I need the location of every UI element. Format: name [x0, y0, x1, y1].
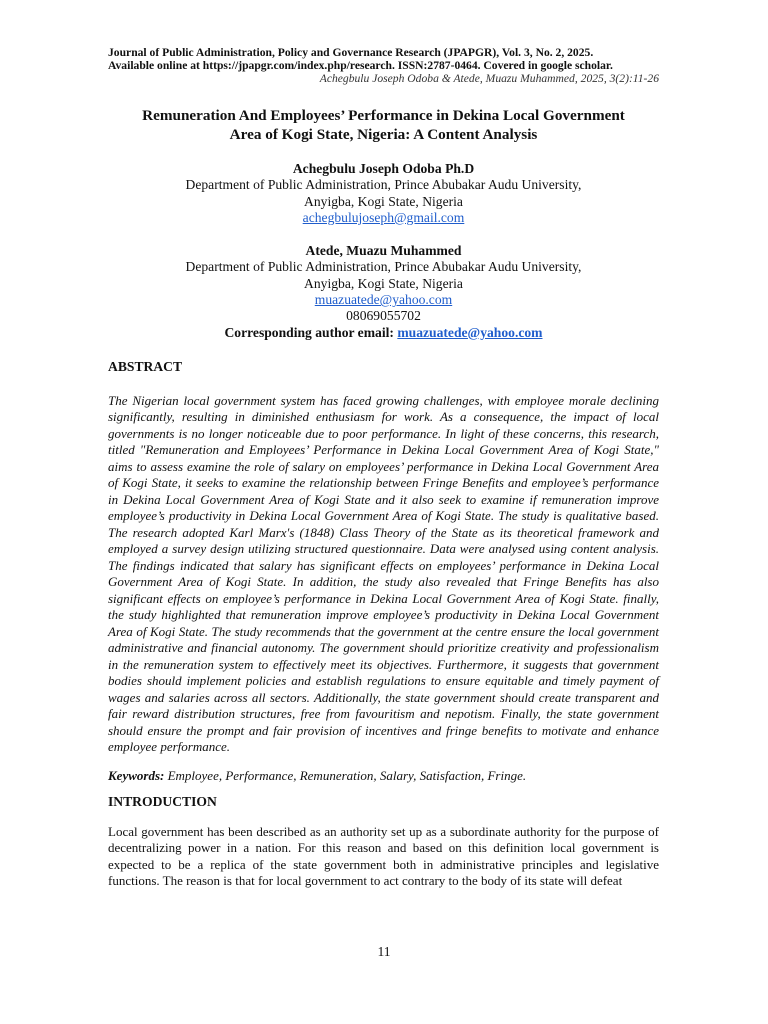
- author-2-department: Department of Public Administration, Prince Abubakar Audu University,: [185, 259, 582, 275]
- corresponding-author: [108, 325, 659, 341]
- title-line-1: Remuneration And Employees’ Performance in Dekina Local Government: [142, 107, 625, 124]
- author-2-location: Anyigba, Kogi State, Nigeria: [304, 275, 463, 291]
- author-2: [108, 243, 659, 324]
- author-1-location: Anyigba, Kogi State, Nigeria: [304, 193, 463, 209]
- abstract-text: The Nigerian local government system has faced growing challenges, with employee morale declining significantly, resulting in diminished enthusiasm for work. As a consequence, the impact of local governments is no longer noticeable due to poor performance. In light of these concerns, this research, titled "Remuneration and Employees’ Performance in Dekina Local Government Area of Kogi State," aims to assess examine the role of salary on employees’ performance in Dekina Local Government Area of Kogi State, it seeks to examine the relationship between Fringe Benefits and employee’s performance in Dekina Local Government Area of Kogi State and it also seek to examine if remuneration improve employee’s productivity in Dekina Local Government Area of Kogi State. The study is qualitative based. The research adopted Karl Marx's (1848) Class Theory of the State as its theoretical framework and employed a survey design utilizing structured questionnaire. Data were analysed using content analysis. The findings indicated that salary has significant effects on employees’ performance in Dekina Local Government Area of Kogi State. In addition, the study also revealed that Fringe Benefits has also significant effects on employee’s performance in Dekina Local Government Area of Kogi State. finally, the study highlighted that remuneration improve employee’s productivity in Dekina Local Government Area of Kogi State. The study recommends that the government at the centre ensure the local government administrative and financial autonomy. The government should prioritize creativity and professionalism in the remuneration system to effectively meet its objectives. Furthermore, it suggests that government bodies should implement policies and establish regulations to ensure equitable and timely payment of wages and salaries across all sectors. Additionally, the state government should create transparent and fair reward distribution structures, free from favouritism and nepotism. Finally, the state government should ensure the prompt and fair provision of incentives and fringe benefits to motivate and enhance employee performance.: [108, 392, 659, 755]
- author-1: [108, 161, 659, 226]
- author-2-name: Atede, Muazu Muhammed: [305, 243, 462, 259]
- page-number: 11: [377, 944, 391, 959]
- corresponding-email-link[interactable]: muazuatede@yahoo.com: [397, 324, 543, 340]
- introduction-heading: INTRODUCTION: [108, 793, 217, 809]
- paper-title: [108, 106, 659, 144]
- keywords-label: Keywords:: [108, 767, 165, 783]
- author-1-email-link[interactable]: achegbulujoseph@gmail.com: [302, 209, 465, 225]
- introduction-text: Local government has been described as an authority set up as a subordinate authority for the purpose of decentralizing power in a nation. For this reason and based on this definition local government is expected to be a replica of the state government both in administrative principles and legislative functions. The reason is that for local government to act contrary to the body of its state will defeat: [108, 823, 659, 889]
- journal-line-2: Available online at https://jpapgr.com/index.php/research. ISSN:2787-0464. Covered in google scholar.: [108, 59, 613, 72]
- title-line-2: Area of Kogi State, Nigeria: A Content Analysis: [229, 126, 538, 143]
- author-2-email-link[interactable]: muazuatede@yahoo.com: [314, 292, 453, 308]
- author-2-email-row: [108, 292, 659, 308]
- journal-line-1: Journal of Public Administration, Policy and Governance Research (JPAPGR), Vol. 3, No. 2, 2025.: [108, 46, 594, 59]
- author-2-phone: 08069055702: [346, 308, 421, 324]
- citation-line: Achegbulu Joseph Odoba & Atede, Muazu Muhammed, 2025, 3(2):11-26: [319, 72, 659, 85]
- keywords: [108, 768, 659, 784]
- author-1-name: Achegbulu Joseph Odoba Ph.D: [292, 161, 475, 176]
- author-1-department: Department of Public Administration, Prince Abubakar Audu University,: [185, 177, 582, 193]
- author-1-email-row: [108, 210, 659, 226]
- keywords-list: Employee, Performance, Remuneration, Salary, Satisfaction, Fringe.: [164, 767, 527, 783]
- paper-page: [108, 46, 659, 890]
- corresponding-label: Corresponding author email:: [224, 324, 394, 340]
- abstract-heading: ABSTRACT: [108, 358, 183, 374]
